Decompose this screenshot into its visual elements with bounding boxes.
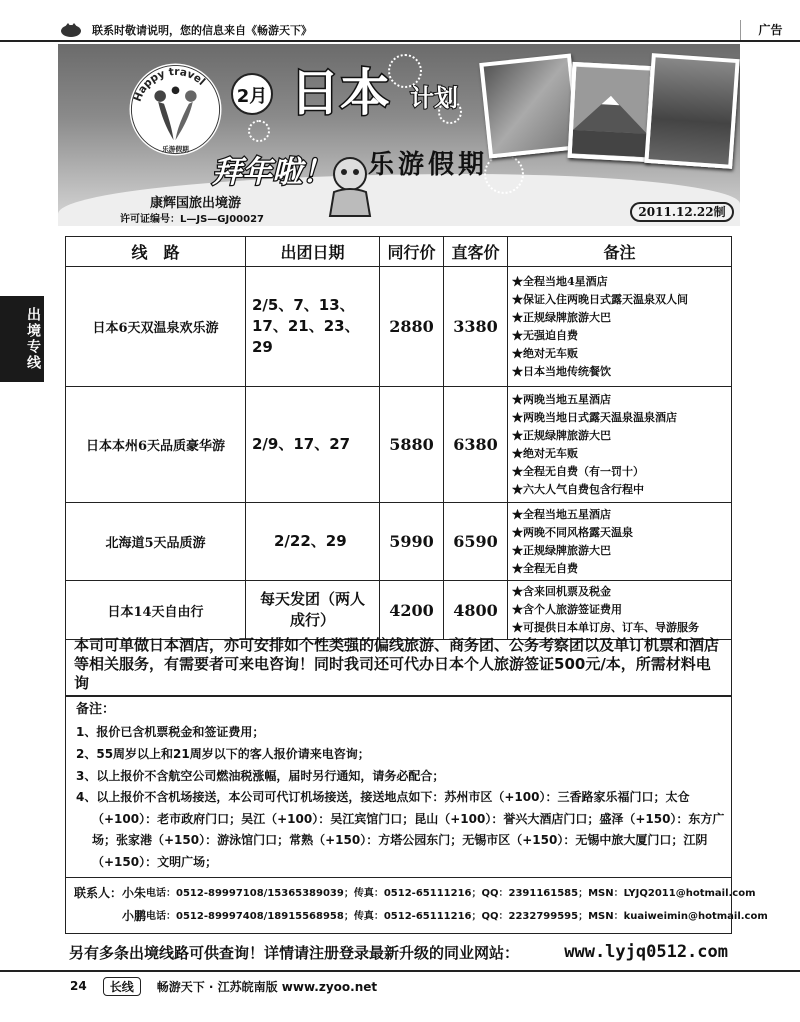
- banner: [58, 44, 740, 226]
- remark-item: 2、55周岁以上和21周岁以下的客人报价请来电咨询；: [76, 747, 370, 761]
- firework-icon: [438, 100, 462, 124]
- contact-detail: 电话：0512-89997108/15365389039；传真：0512-65111216；QQ：2391161585；MSN：LYJQ2011@hotmail.com: [146, 888, 756, 899]
- firework-icon: [248, 120, 270, 142]
- header-route: 线 路: [66, 237, 246, 267]
- note-item: ★ 全程无自费（有一罚十）: [512, 463, 727, 481]
- route-notes: [508, 267, 732, 387]
- page-footer: [70, 976, 377, 996]
- edition-text: 畅游天下 · 江苏皖南版 www.zyoo.net: [156, 979, 378, 994]
- remarks-title: 备注：: [76, 702, 116, 717]
- ad-label: 广告: [740, 20, 800, 40]
- header-notes: 备注: [508, 237, 732, 267]
- remark-item: 4、以上报价不含机场接送，本公司可代订机场接送，接送地点如下：苏州市区（+100）：三香路家乐福门口；太仓（+100）：老市政府门口；吴江（+100）：吴江宾馆门口；昆山（+100）：誉兴大酒店门口；盛泽（+150）：东方广场；张家港（+150）：游泳馆门口；常熟（+150）：方塔公园东门；无锡市区（+150）：无锡中旅大厦门口；江阴（+150）：文明广场；: [76, 790, 725, 869]
- retail-price: 6380: [444, 387, 508, 503]
- note-item: ★ 无强迫自费: [512, 327, 727, 345]
- promo-text: 本司可单做日本酒店，亦可安排如个性类强的偏线旅游、商务团、公务考察团以及单订机票和酒店等相关服务，有需要者可来电咨询！同时我司还可代办日本个人旅游签证500元/本，所需材料电询: [65, 634, 732, 696]
- routes-table: [65, 236, 732, 640]
- note-item: ★ 两晚当地日式露天温泉温泉酒店: [512, 409, 727, 427]
- retail-price: 4800: [444, 581, 508, 640]
- header-retail-price: 直客价: [444, 237, 508, 267]
- contacts-box: [65, 878, 768, 934]
- route-notes: [508, 581, 732, 640]
- photo-collage: [478, 52, 740, 172]
- peer-price: 5990: [380, 503, 444, 581]
- route-dates: 2/22、29: [246, 503, 380, 581]
- section-label: 长线: [103, 977, 141, 996]
- banner-subtitle: 乐游假期: [368, 150, 489, 180]
- retail-price: 6590: [444, 503, 508, 581]
- source-notice: 联系时敬请说明，您的信息来自《畅游天下》: [92, 24, 312, 37]
- note-item: ★ 可提供日本单订房、订车、导游服务: [512, 619, 727, 637]
- top-bar: [60, 20, 783, 40]
- note-item: ★ 正规绿牌旅游大巴: [512, 542, 727, 560]
- contact-detail: 电话：0512-89997408/18915568958；传真：0512-65111216；QQ：2232799595；MSN：kuaiweimin@hotmail.com: [146, 911, 768, 922]
- contact-name: 联系人：小朱: [74, 886, 147, 900]
- note-item: ★ 全程无自费: [512, 560, 727, 578]
- note-item: ★ 保证入住两晚日式露天温泉双人间: [512, 291, 727, 309]
- note-item: ★ 全程当地4星酒店: [512, 273, 727, 291]
- note-item: ★ 两晚不同风格露天温泉: [512, 524, 727, 542]
- title-month: 2月: [236, 86, 268, 107]
- magazine-logo-icon: [60, 22, 82, 38]
- peer-price: 2880: [380, 267, 444, 387]
- website-link[interactable]: www.lyjq0512.com: [564, 942, 728, 962]
- emblem-sub: 乐游假期: [162, 145, 189, 154]
- route-name: 北海道5天品质游: [66, 503, 246, 581]
- note-item: ★ 六大人气自费包含行程中: [512, 481, 727, 499]
- divider: [0, 970, 800, 972]
- page-number: 24: [70, 979, 87, 993]
- license-number: 许可证编号：L—JS—GJ00027: [120, 214, 265, 225]
- route-dates: 每天发团（两人成行）: [246, 581, 380, 640]
- route-notes: [508, 503, 732, 581]
- remarks-box: [65, 696, 732, 878]
- photo-mountain: [568, 62, 655, 162]
- route-name: 日本本州6天品质豪华游: [66, 387, 246, 503]
- divider: [0, 40, 800, 42]
- table-header-row: [66, 237, 732, 267]
- note-item: ★ 日本当地传统餐饮: [512, 363, 727, 381]
- remark-item: 1、报价已含机票税金和签证费用；: [76, 725, 265, 739]
- header-dates: 出团日期: [246, 237, 380, 267]
- title-plan: 计划: [410, 84, 458, 112]
- photo-festival: [479, 53, 581, 158]
- issue-date: 2011.12.22制: [630, 202, 734, 222]
- route-dates: 2/5、7、13、17、21、23、29: [246, 267, 380, 387]
- note-item: ★ 正规绿牌旅游大巴: [512, 309, 727, 327]
- website-text: 另有多条出境线路可供查询！详情请注册登录最新升级的同业网站：: [69, 943, 520, 962]
- peer-price: 4200: [380, 581, 444, 640]
- route-dates: 2/9、17、27: [246, 387, 380, 503]
- route-name: 日本14天自由行: [66, 581, 246, 640]
- side-tab: 出境专线: [0, 296, 44, 382]
- remark-item: 3、以上报价不含航空公司燃油税涨幅，届时另行通知，请务必配合；: [76, 769, 445, 783]
- route-name: 日本6天双温泉欢乐游: [66, 267, 246, 387]
- emblem-text: Happy travel: [131, 65, 208, 104]
- contact-row: [74, 905, 768, 928]
- header-peer-price: 同行价: [380, 237, 444, 267]
- note-item: ★ 含来回机票及税金: [512, 583, 727, 601]
- slogan-text: 拜年啦！: [212, 155, 332, 190]
- table-row: [66, 267, 732, 387]
- note-item: ★ 正规绿牌旅游大巴: [512, 427, 727, 445]
- firework-icon: [388, 54, 422, 88]
- mountain-icon: [572, 66, 651, 158]
- contact-name: 小鹏: [74, 909, 147, 923]
- retail-price: 3380: [444, 267, 508, 387]
- note-item: ★ 两晚当地五星酒店: [512, 391, 727, 409]
- contact-row: [74, 882, 756, 905]
- peer-price: 5880: [380, 387, 444, 503]
- company-name: 康辉国旅出境游: [150, 196, 242, 211]
- banner-title: [230, 58, 470, 124]
- note-item: ★ 绝对无车贩: [512, 345, 727, 363]
- website-banner: [65, 938, 732, 966]
- note-item: ★ 含个人旅游签证费用: [512, 601, 727, 619]
- table-row: [66, 387, 732, 503]
- route-notes: [508, 387, 732, 503]
- note-item: ★ 全程当地五星酒店: [512, 506, 727, 524]
- note-item: ★ 绝对无车贩: [512, 445, 727, 463]
- title-main: 日本: [290, 64, 390, 122]
- table-row: [66, 503, 732, 581]
- table-row: [66, 581, 732, 640]
- photo-kimono: [644, 53, 739, 169]
